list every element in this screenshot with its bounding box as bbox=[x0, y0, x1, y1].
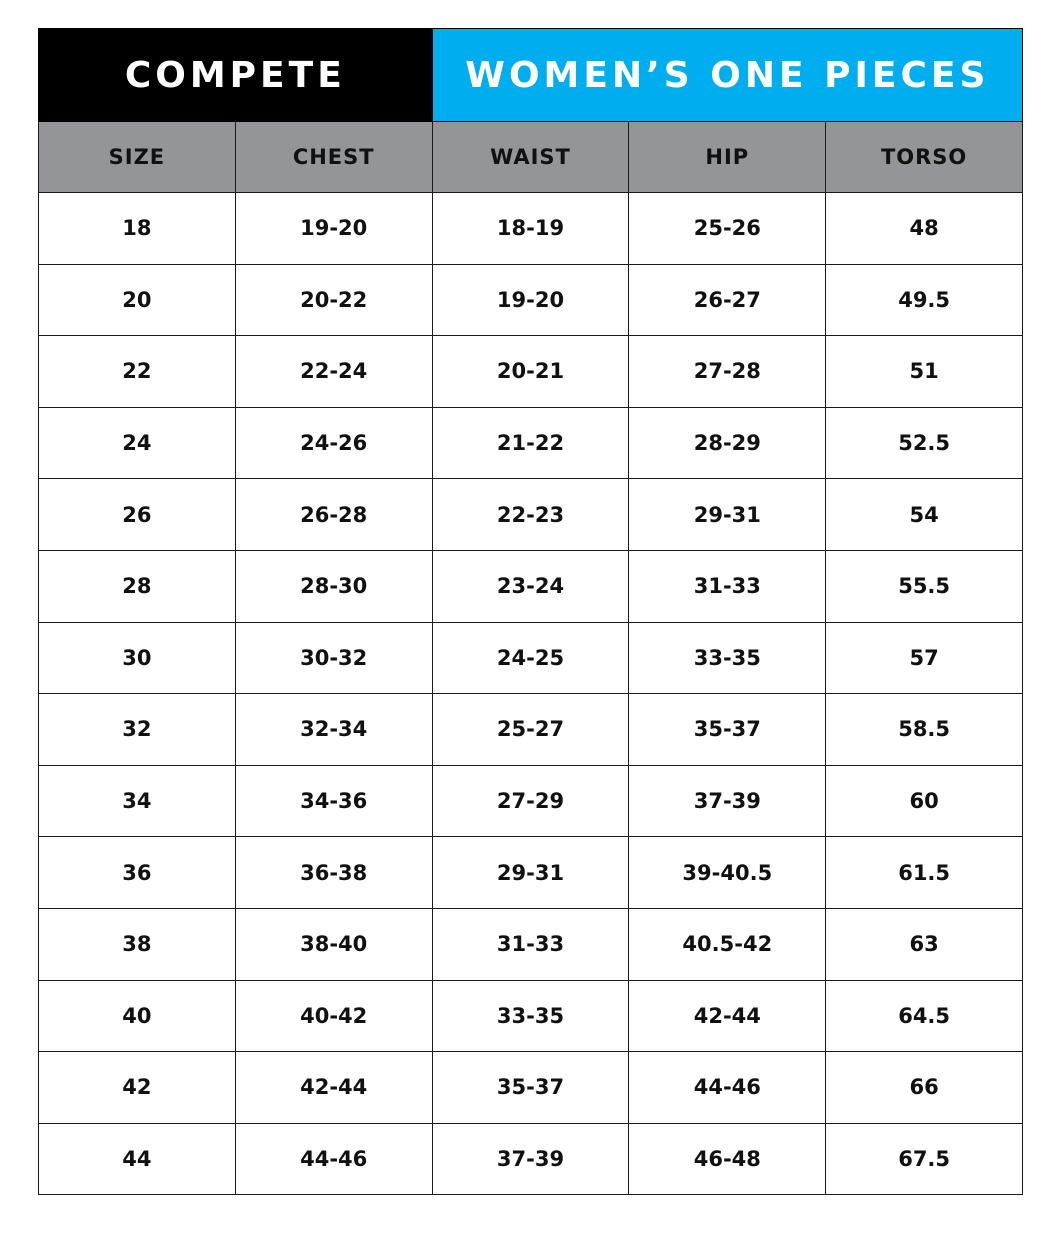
hip-cell: 35-37 bbox=[629, 694, 826, 766]
waist-cell: 29-31 bbox=[432, 837, 629, 909]
torso-cell: 54 bbox=[826, 479, 1023, 551]
hip-cell: 25-26 bbox=[629, 193, 826, 265]
waist-cell: 23-24 bbox=[432, 550, 629, 622]
chest-cell: 22-24 bbox=[235, 336, 432, 408]
table-row bbox=[39, 336, 1023, 408]
hip-cell: 28-29 bbox=[629, 407, 826, 479]
table-row bbox=[39, 837, 1023, 909]
chest-cell: 20-22 bbox=[235, 264, 432, 336]
hip-cell: 37-39 bbox=[629, 765, 826, 837]
chest-cell: 44-46 bbox=[235, 1123, 432, 1195]
size-cell: 24 bbox=[39, 407, 236, 479]
torso-cell: 63 bbox=[826, 908, 1023, 980]
chest-cell: 40-42 bbox=[235, 980, 432, 1052]
column-header-size: SIZE bbox=[39, 122, 236, 193]
waist-cell: 35-37 bbox=[432, 1052, 629, 1124]
torso-cell: 57 bbox=[826, 622, 1023, 694]
hip-cell: 40.5-42 bbox=[629, 908, 826, 980]
table-row bbox=[39, 765, 1023, 837]
waist-cell: 19-20 bbox=[432, 264, 629, 336]
column-header-hip: HIP bbox=[629, 122, 826, 193]
torso-cell: 60 bbox=[826, 765, 1023, 837]
waist-cell: 25-27 bbox=[432, 694, 629, 766]
torso-cell: 51 bbox=[826, 336, 1023, 408]
hip-cell: 26-27 bbox=[629, 264, 826, 336]
size-cell: 28 bbox=[39, 550, 236, 622]
size-cell: 42 bbox=[39, 1052, 236, 1124]
waist-cell: 37-39 bbox=[432, 1123, 629, 1195]
banner-row bbox=[39, 29, 1023, 122]
chest-cell: 42-44 bbox=[235, 1052, 432, 1124]
torso-cell: 64.5 bbox=[826, 980, 1023, 1052]
chest-cell: 26-28 bbox=[235, 479, 432, 551]
column-header-waist: WAIST bbox=[432, 122, 629, 193]
size-cell: 20 bbox=[39, 264, 236, 336]
torso-cell: 61.5 bbox=[826, 837, 1023, 909]
size-cell: 34 bbox=[39, 765, 236, 837]
chest-cell: 19-20 bbox=[235, 193, 432, 265]
torso-cell: 66 bbox=[826, 1052, 1023, 1124]
size-cell: 32 bbox=[39, 694, 236, 766]
size-chart-table bbox=[38, 28, 1023, 1195]
hip-cell: 46-48 bbox=[629, 1123, 826, 1195]
torso-cell: 67.5 bbox=[826, 1123, 1023, 1195]
table-row bbox=[39, 622, 1023, 694]
waist-cell: 27-29 bbox=[432, 765, 629, 837]
chest-cell: 28-30 bbox=[235, 550, 432, 622]
waist-cell: 21-22 bbox=[432, 407, 629, 479]
torso-cell: 58.5 bbox=[826, 694, 1023, 766]
table-row bbox=[39, 694, 1023, 766]
size-cell: 36 bbox=[39, 837, 236, 909]
table-row bbox=[39, 1123, 1023, 1195]
size-cell: 40 bbox=[39, 980, 236, 1052]
chest-cell: 32-34 bbox=[235, 694, 432, 766]
hip-cell: 39-40.5 bbox=[629, 837, 826, 909]
banner-compete-title: COMPETE bbox=[39, 29, 433, 122]
table-row bbox=[39, 980, 1023, 1052]
hip-cell: 31-33 bbox=[629, 550, 826, 622]
table-row bbox=[39, 1052, 1023, 1124]
hip-cell: 42-44 bbox=[629, 980, 826, 1052]
size-cell: 22 bbox=[39, 336, 236, 408]
table-row bbox=[39, 407, 1023, 479]
waist-cell: 22-23 bbox=[432, 479, 629, 551]
column-header-chest: CHEST bbox=[235, 122, 432, 193]
chest-cell: 24-26 bbox=[235, 407, 432, 479]
chest-cell: 30-32 bbox=[235, 622, 432, 694]
hip-cell: 29-31 bbox=[629, 479, 826, 551]
hip-cell: 27-28 bbox=[629, 336, 826, 408]
waist-cell: 18-19 bbox=[432, 193, 629, 265]
size-cell: 44 bbox=[39, 1123, 236, 1195]
size-cell: 26 bbox=[39, 479, 236, 551]
size-chart-body bbox=[39, 193, 1023, 1195]
hip-cell: 44-46 bbox=[629, 1052, 826, 1124]
chest-cell: 36-38 bbox=[235, 837, 432, 909]
table-row bbox=[39, 479, 1023, 551]
table-row bbox=[39, 550, 1023, 622]
chest-cell: 34-36 bbox=[235, 765, 432, 837]
banner-womens-one-pieces-title: WOMEN’S ONE PIECES bbox=[432, 29, 1022, 122]
table-row bbox=[39, 193, 1023, 265]
column-header-torso: TORSO bbox=[826, 122, 1023, 193]
size-cell: 38 bbox=[39, 908, 236, 980]
torso-cell: 49.5 bbox=[826, 264, 1023, 336]
waist-cell: 33-35 bbox=[432, 980, 629, 1052]
table-row bbox=[39, 264, 1023, 336]
table-row bbox=[39, 908, 1023, 980]
waist-cell: 31-33 bbox=[432, 908, 629, 980]
column-header-row bbox=[39, 122, 1023, 193]
hip-cell: 33-35 bbox=[629, 622, 826, 694]
size-cell: 30 bbox=[39, 622, 236, 694]
waist-cell: 24-25 bbox=[432, 622, 629, 694]
torso-cell: 48 bbox=[826, 193, 1023, 265]
chest-cell: 38-40 bbox=[235, 908, 432, 980]
waist-cell: 20-21 bbox=[432, 336, 629, 408]
size-cell: 18 bbox=[39, 193, 236, 265]
torso-cell: 52.5 bbox=[826, 407, 1023, 479]
torso-cell: 55.5 bbox=[826, 550, 1023, 622]
